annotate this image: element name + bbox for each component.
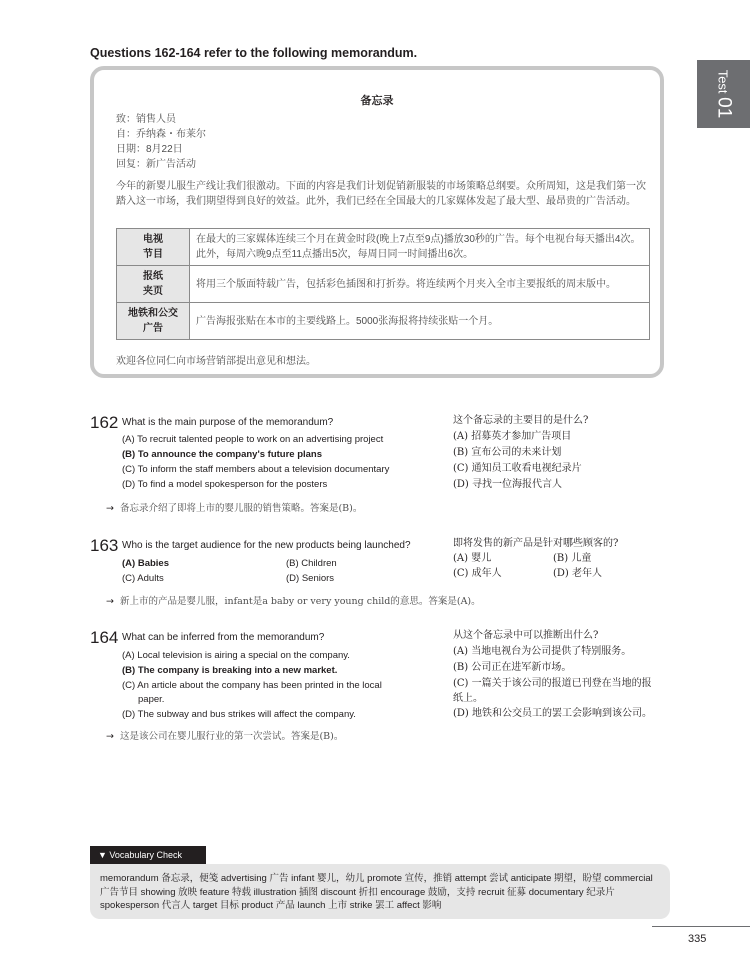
memo-date: 日期：8月22日 [116,144,183,155]
cn-question: 这个备忘录的主要目的是什么? [453,415,589,426]
explanation: → 备忘录介绍了即将上市的婴儿服的销售策略。答案是(B)。 [106,503,363,514]
question-text: What is the main purpose of the memorandum? [122,417,334,428]
media-text: 将用三个版面特载广告，包括彩色插图和打折券。将连续两个月夹入全市主要报纸的周末版中。 [190,266,650,303]
memo-box [90,66,664,378]
arrow-right-icon: → [106,596,114,607]
option-a[interactable]: (A) Local television is airing a special on the company. [122,650,350,661]
test-tab-number: 01 [713,97,735,119]
cn-question: 即将发售的新产品是针对哪些顾客的? [453,538,619,549]
question-text: What can be inferred from the memorandum? [122,632,325,643]
cn-option: (B) 儿童 [553,553,592,564]
page-number: 335 [688,933,707,945]
explanation: → 新上市的产品是婴儿服，infant是a baby or very young child的意思。答案是(A)。 [106,596,481,607]
option-b-answer[interactable]: (B) To announce the company's future plans [122,449,323,460]
cn-option: (C) 一篇关于该公司的报道已刊登在当地的报 [453,678,652,689]
cn-question: 从这个备忘录中可以推断出什么? [453,630,599,641]
option-a-answer[interactable]: (A) Babies [122,558,169,569]
media-row [117,303,650,340]
media-text: 广告海报张贴在本市的主要线路上。5000张海报将持续张贴一个月。 [190,303,650,340]
memo-to: 致：销售人员 [116,114,176,125]
memo-title: 备忘录 [360,95,394,107]
media-row [117,229,650,266]
media-label: 报纸 夹页 [117,266,190,303]
memo-intro: 今年的新婴儿服生产线让我们很激动。下面的内容是我们计划促销新服装的市场策略总纲要。众所周知，这是我们第一次踏入这一市场，我们期望得到良好的效益。此外，我们已经在全国最大的几家媒体发起了最大型、最昂贵的广告活动。 [116,181,646,207]
media-label: 地铁和公交 广告 [117,303,190,340]
memo-re: 回复：新广告活动 [116,159,196,170]
option-a[interactable]: (A) To recruit talented people to work on an advertising project [122,434,384,445]
cn-option: (A) 婴儿 [453,553,492,564]
passage-header: Questions 162-164 refer to the following memorandum. [90,46,418,60]
option-c-continued: paper. [138,694,165,705]
media-text: 在最大的三家媒体连续三个月在黄金时段(晚上7点至9点)播放30秒的广告。每个电视台每天播出4次。此外，每周六晚9点至11点播出5次，每周日同一时间播出6次。 [190,229,650,266]
option-c[interactable]: (C) An article about the company has been printed in the local [122,680,382,691]
question-number: 163 [90,536,119,555]
vocabulary-text: memorandum 备忘录，便笺 advertising 广告 infant 婴儿，幼儿 promote 宣传，推销 attempt 尝试 anticipate 期望，盼望 commercial 广告节目 showing 放映 feature 特载 illustration 插图 discount 折扣 encourage 鼓励，支持 recruit 征募 documentary 纪录片 spokesperson 代言人 target 目标 product 产品 launch 上市 strike 罢工 affect 影响 [100,873,653,911]
question-number: 164 [90,628,119,647]
option-c[interactable]: (C) Adults [122,573,164,584]
cn-option: (A) 当地电视台为公司提供了特别服务。 [453,646,632,657]
footer-rule [652,926,750,927]
option-d[interactable]: (D) The subway and bus strikes will affect the company. [122,709,356,720]
cn-option: (A) 招募英才参加广告项目 [453,431,572,442]
cn-option: (B) 公司正在进军新市场。 [453,662,572,673]
cn-option: (D) 地铁和公交员工的罢工会影响到该公司。 [453,708,652,719]
cn-option: (C) 成年人 [453,568,502,579]
arrow-right-icon: → [106,503,114,514]
question-number: 162 [90,413,119,432]
media-row [117,266,650,303]
media-label: 电视 节目 [117,229,190,266]
cn-option: (C) 通知员工收看电视纪录片 [453,463,582,474]
test-tab-label: Test [715,69,731,94]
option-b-answer[interactable]: (B) The company is breaking into a new market. [122,665,338,676]
option-d[interactable]: (D) Seniors [286,573,335,584]
memo-from: 自：乔纳森・布莱尔 [116,129,206,140]
cn-option-continued: 纸上。 [453,693,483,704]
test-tab [697,60,750,128]
cn-option: (B) 宣布公司的未来计划 [453,447,562,458]
memo-closing: 欢迎各位同仁向市场营销部提出意见和想法。 [116,356,316,367]
arrow-right-icon: → [106,731,114,742]
question-text: Who is the target audience for the new products being launched? [122,540,411,551]
option-b[interactable]: (B) Children [286,558,337,569]
cn-option: (D) 寻找一位海报代言人 [453,479,562,490]
option-c[interactable]: (C) To inform the staff members about a television documentary [122,464,390,475]
media-table [116,228,650,340]
option-d[interactable]: (D) To find a model spokesperson for the posters [122,479,328,490]
vocabulary-check-tag: ▼ Vocabulary Check [90,846,206,864]
explanation: → 这是该公司在婴儿服行业的第一次尝试。答案是(B)。 [106,731,344,742]
cn-option: (D) 老年人 [553,568,602,579]
